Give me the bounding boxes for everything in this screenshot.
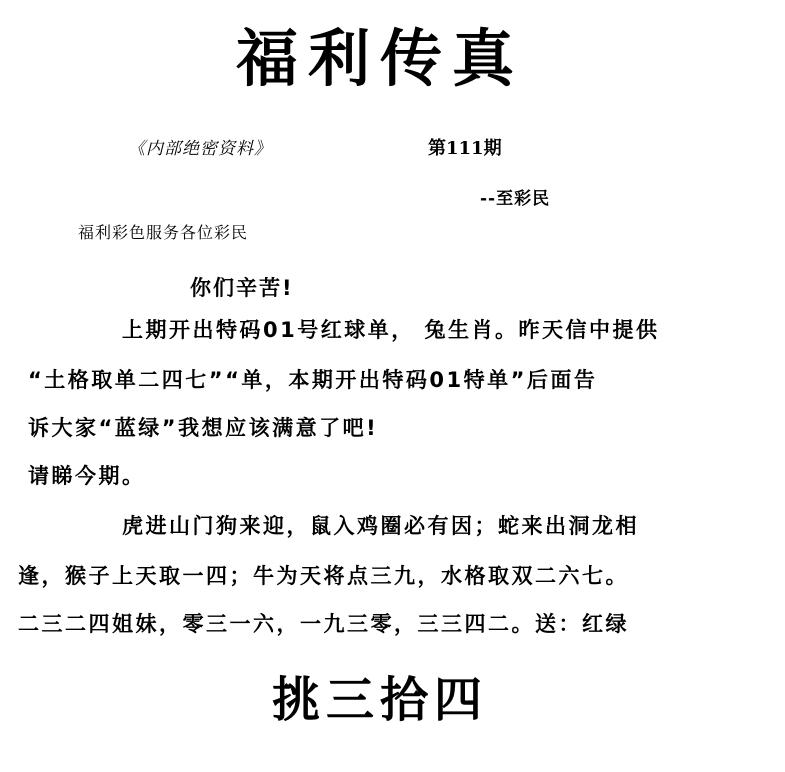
body-line: “土格取单二四七”“单，本期开出特码01特单”后面告 (28, 368, 598, 392)
issue-number: 第111期 (428, 138, 502, 159)
page-title: 福利传真 (235, 22, 524, 95)
body-line: 请睇今期。 (28, 464, 146, 488)
bottom-title: 挑三拾四 (271, 672, 488, 728)
body-line: 逢，猴子上天取一四；牛为天将点三九，水格取双二六七。 (18, 564, 629, 588)
greeting: 你们辛苦! (190, 276, 294, 300)
sender-signature: --至彩民 (480, 189, 551, 209)
salutation: 福利彩色服务各位彩民 (78, 223, 249, 242)
body-line: 虎进山门狗来迎，鼠入鸡圈必有因；蛇来出洞龙相 (122, 514, 639, 538)
body-line: 诉大家“蓝绿”我想应该满意了吧! (28, 416, 379, 440)
document-subtitle: 《内部绝密资料》 (128, 139, 272, 159)
body-line: 二三二四姐妹，零三一六，一九三零，三三四二。送：红绿 (18, 612, 629, 636)
body-line: 上期开出特码01号红球单， 兔生肖。昨天信中提供 (122, 318, 660, 342)
